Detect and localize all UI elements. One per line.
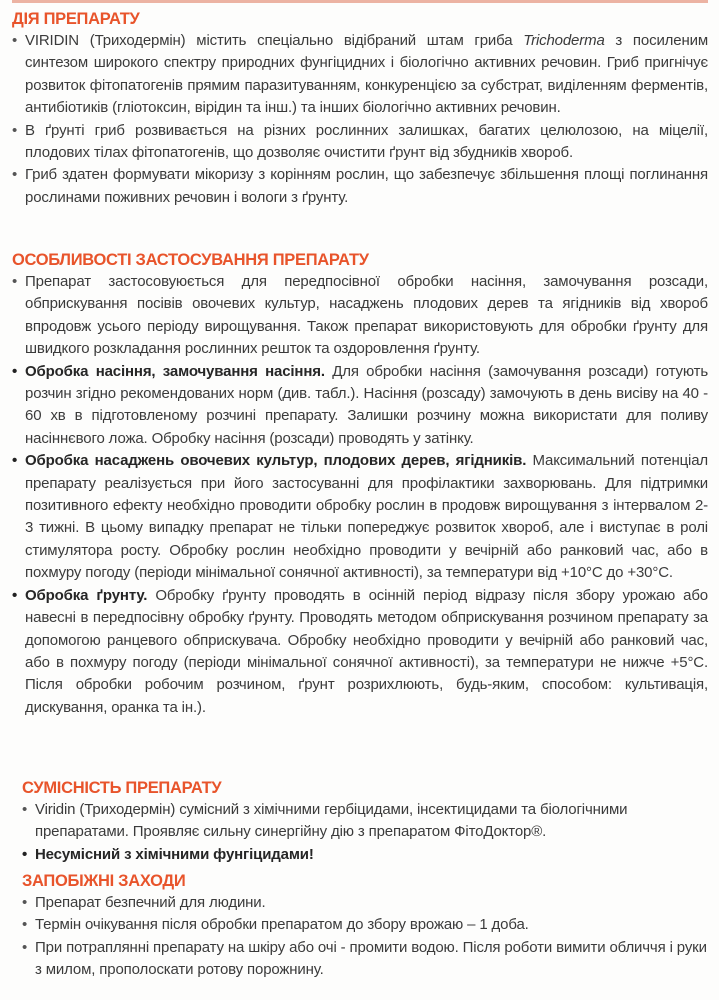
- list-item: • Обробка ґрунту. Обробку ґрунту проводять в осінній період відразу після збору урожаю або навесні в передпосівну обробку ґрунту. Проводять методом обприскування розчином препарату за допомогою ранцевого обприскувача. Обробку необхідно проводити у вечірній або ранковий час, або в похмуру погоду (періоди мінімальної сонячної активності), за температури не нижче +5°С. Після обробки робочим розчином, ґрунт розрихлюють, будь-яким, способом: культивація, дискування, оранка та ін.).: [12, 585, 708, 719]
- list-item: • Препарат застосовуюється для передпосівної обробки насіння, замочування розсади, обприскування посівів овочевих культур, насаджень плодових дерев та ягідників від хвороб впродовж усього періоду вирощування. Також препарат використовують для обробки ґрунту для швидкого розкладання рослинних решток та оздоровлення ґрунту.: [12, 271, 708, 361]
- action-list: [12, 30, 708, 209]
- item-heading: Обробка насіння, замочування насіння.: [25, 362, 325, 380]
- usage-list: [12, 271, 708, 719]
- precautions-list: [22, 892, 708, 982]
- list-item: • Обробка насаджень овочевих культур, плодових дерев, ягідників. Максимальний потенціал препарату реалізується при його застосуванні для профілактики захворювань. Для підтримки позитивного ефекту необхідно проводити обробку рослин в продовж вирощування з інтервалом 2-3 тижні. В цьому випадку препарат не тільки попереджує розвиток хвороб, але і виступає в ролі стимулятора росту. Обробку рослин необхідно проводити у вечірній або ранковий час, або в похмуру погоду (періоди мінімальної сонячної активності), за температури від +10°С до +30°С.: [12, 450, 708, 584]
- list-item: • Гриб здатен формувати мікоризу з корінням рослин, що забезпечує збільшення площі поглинання рослинами поживних речовин і вологи з ґрунту.: [12, 164, 708, 209]
- section-precautions: [22, 870, 708, 982]
- list-item: • Viridin (Триходермін) сумісний з хімічними гербіцидами, інсектицидами та біологічними препаратами. Проявляє сильну синергійну дію з препаратом ФітоДоктор®.: [22, 799, 708, 844]
- species-name: Trichoderma: [523, 32, 605, 49]
- section-action: [12, 8, 708, 209]
- list-item: • Обробка насіння, замочування насіння. Для обробки насіння (замочування розсади) готують розчин згідно рекомендованих норм (див. табл.). Насіння (розсаду) замочують в день висіву на 40 - 60 хв в підготовленому розчині препарату. Залишки розчину можна використати для поливу насіннєвого ложа. Обробку насіння (розсади) проводять у затінку.: [12, 361, 708, 451]
- compatibility-list: [22, 799, 708, 866]
- top-divider: [12, 0, 708, 3]
- section-title-compatibility: СУМІСНІСТЬ ПРЕПАРАТУ: [22, 779, 222, 797]
- item-heading: Обробка ґрунту.: [25, 586, 148, 604]
- section-title-action: ДІЯ ПРЕПАРАТУ: [12, 10, 140, 28]
- list-item: • Препарат безпечний для людини.: [22, 892, 708, 914]
- section-title-precautions: ЗАПОБІЖНІ ЗАХОДИ: [22, 872, 186, 890]
- item-heading: Обробка насаджень овочевих культур, плодових дерев, ягідників.: [25, 452, 527, 470]
- list-item: • VIRIDIN (Триходермін) містить спеціально відібраний штам гриба Trichoderma з посиленим синтезом широкого спектру природних фунгіцидних і біологічно активних речовин. Гриб пригнічує розвиток фітопатогенів прямим паразитуванням, конкуренцією за субстрат, виділенням ферментів, антибіотиків (гліотоксин, вірідин та інш.) та інших біологічно активних речовин.: [12, 30, 708, 120]
- section-usage: [12, 249, 708, 719]
- section-compatibility: [22, 777, 708, 866]
- section-title-usage: ОСОБЛИВОСТІ ЗАСТОСУВАННЯ ПРЕПАРАТУ: [12, 251, 369, 269]
- warning-text: Несумісний з хімічними фунгіцидами!: [35, 845, 314, 863]
- list-item: • При потраплянні препарату на шкіру або очі - промити водою. Після роботи вимити обличчя і руки з милом, прополоскати ротову порожнину.: [22, 937, 708, 982]
- list-item: • В ґрунті гриб розвивається на різних рослинних залишках, багатих целюлозою, на міцелії, плодових тілах фітопатогенів, що дозволяє очистити ґрунт від збудників хвороб.: [12, 120, 708, 165]
- list-item: [22, 844, 708, 866]
- list-item: • Термін очікування після обробки препаратом до збору врожаю – 1 доба.: [22, 914, 708, 936]
